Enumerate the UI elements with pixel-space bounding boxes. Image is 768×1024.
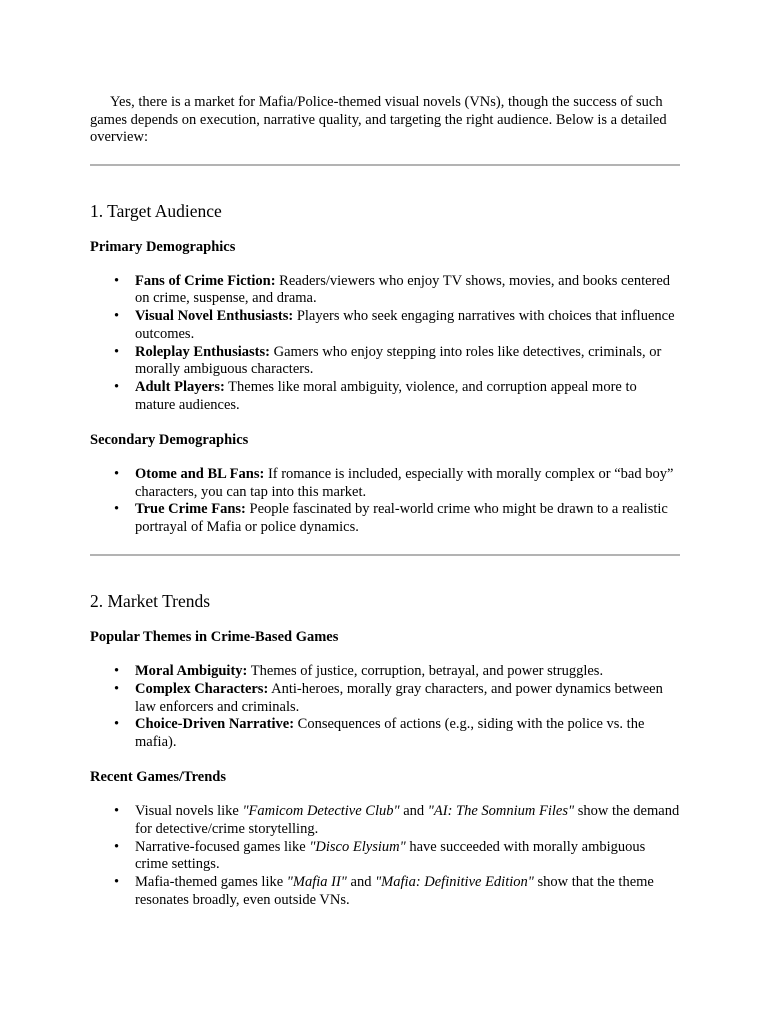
- subheading-popular-themes: Popular Themes in Crime-Based Games: [90, 629, 339, 646]
- section-divider: [90, 554, 680, 556]
- item-text: If romance is included, especially with morally complex or “bad boy” characters, you can tap into this market.: [135, 465, 674, 500]
- secondary-demographics-list: [90, 466, 680, 537]
- list-item: [135, 344, 680, 380]
- item-label: Complex Characters:: [135, 680, 269, 697]
- item-label: Roleplay Enthusiasts:: [135, 343, 270, 360]
- item-text: show that the theme resonates broadly, even outside VNs.: [135, 874, 654, 909]
- item-text: Narrative-focused games like: [135, 838, 310, 855]
- item-text: Players who seek engaging narratives with choices that influence outcomes.: [135, 308, 675, 342]
- item-label: Otome and BL Fans:: [135, 465, 265, 482]
- item-text: Themes like moral ambiguity, violence, and corruption appeal more to mature audiences.: [135, 379, 637, 414]
- item-text: and: [346, 874, 376, 891]
- list-item: [135, 501, 680, 537]
- popular-themes-list: [90, 663, 680, 752]
- subheading-secondary-demographics: Secondary Demographics: [90, 431, 249, 448]
- item-text: Gamers who enjoy stepping into roles like detectives, criminals, or morally ambiguous characters.: [135, 343, 662, 378]
- item-text: and: [399, 803, 428, 820]
- item-text: Mafia-themed games like: [135, 874, 287, 891]
- item-text: Themes of justice, corruption, betrayal, and power struggles.: [247, 663, 604, 680]
- list-item: [135, 379, 680, 415]
- item-label: Visual Novel Enthusiasts:: [135, 308, 294, 325]
- item-text: Visual novels like: [135, 803, 243, 820]
- game-title: "Mafia: Definitive Edition": [375, 874, 534, 891]
- item-text: have succeeded with morally ambiguous crime settings.: [135, 838, 646, 873]
- list-item: [135, 681, 680, 717]
- item-text: Consequences of actions (e.g., siding with the police vs. the mafia).: [135, 716, 645, 751]
- subheading-recent-games: Recent Games/Trends: [90, 769, 226, 786]
- section-heading-target-audience: 1. Target Audience: [90, 200, 222, 221]
- list-item: [135, 874, 680, 910]
- list-item: [135, 273, 680, 309]
- list-item: [135, 663, 680, 681]
- list-item: [135, 308, 680, 344]
- subheading-primary-demographics: Primary Demographics: [90, 238, 236, 255]
- list-item: [135, 716, 680, 752]
- item-label: Fans of Crime Fiction:: [135, 272, 276, 289]
- game-title: "AI: The Somnium Files": [427, 803, 575, 820]
- section-heading-market-trends: 2. Market Trends: [90, 591, 211, 612]
- list-item: [135, 803, 680, 839]
- section-divider: [90, 164, 680, 166]
- item-text: People fascinated by real-world crime who might be drawn to a realistic portrayal of Mafia or police dynamics.: [135, 501, 668, 536]
- item-text: show the demand for detective/crime storytelling.: [135, 803, 680, 837]
- game-title: "Disco Elysium": [309, 838, 406, 855]
- list-item: [135, 466, 680, 502]
- item-label: Choice-Driven Narrative:: [135, 716, 295, 733]
- item-text: Readers/viewers who enjoy TV shows, movies, and books centered on crime, suspense, and drama.: [135, 272, 671, 307]
- game-title: "Mafia II": [286, 874, 347, 891]
- intro-paragraph: Yes, there is a market for Mafia/Police-themed visual novels (VNs), though the success of such games depends on execution, narrative quality, and targeting the right audience. Below is a detailed overview:: [90, 94, 667, 145]
- item-label: True Crime Fans:: [135, 501, 246, 518]
- list-item: [135, 839, 680, 875]
- recent-games-list: [90, 803, 680, 910]
- document-page: [90, 94, 680, 910]
- primary-demographics-list: [90, 273, 680, 415]
- item-label: Moral Ambiguity:: [135, 663, 248, 680]
- game-title: "Famicom Detective Club": [242, 803, 400, 820]
- item-label: Adult Players:: [135, 379, 225, 396]
- item-text: Anti-heroes, morally gray characters, and power dynamics between law enforcers and criminals.: [135, 680, 663, 715]
